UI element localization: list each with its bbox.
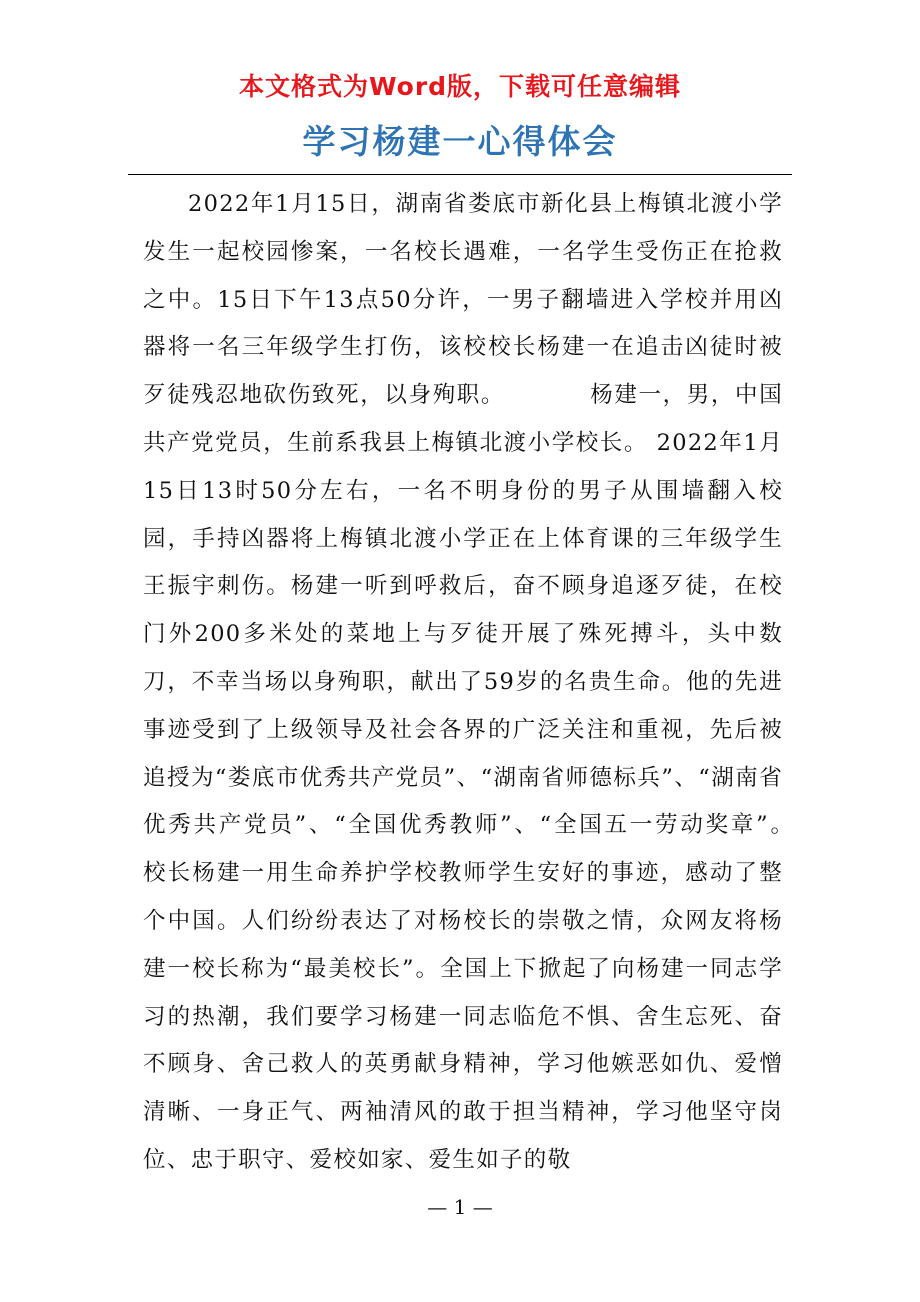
body-paragraph: 2022年1月15日，湖南省娄底市新化县上梅镇北渡小学发生一起校园惨案，一名校长遇难，一名学生受伤正在抢救之中。15日下午13点50分许，一男子翻墙进入学校并用凶器将一名三年级学生打伤，该校校长杨建一在追击凶徒时被歹徒残忍地砍伤致死，以身殉职。 杨建一，男，中国共产党党员，生前系我县上梅镇北渡小学校长。 2022年1月15日13时50分左右，一名不明身份的男子从围墙翻入校园，手持凶器将上梅镇北渡小学正在上体育课的三年级学生王振宇刺伤。杨建一听到呼救后，奋不顾身追逐歹徒，在校门外200多米处的菜地上与歹徒开展了殊死搏斗，头中数刀，不幸当场以身殉职，献出了59岁的名贵生命。他的先进事迹受到了上级领导及社会各界的广泛关注和重视，先后被追授为“娄底市优秀共产党员”、“湖南省师德标兵”、“湖南省优秀共产党员”、“全国优秀教师”、“全国五一劳动奖章”。 校长杨建一用生命养护学校教师学生安好的事迹，感动了整个中国。人们纷纷表达了对杨校长的崇敬之情，众网友将杨建一校长称为“最美校长”。全国上下掀起了向杨建一同志学习的热潮，我们要学习杨建一同志临危不惧、舍生忘死、奋不顾身、舍己救人的英勇献身精神，学习他嫉恶如仇、爱憎清晰、一身正气、两袖清风的敢于担当精神，学习他坚守岗位、忠于职守、爱校如家、爱生如子的敬 xyxy=(143,191,879,1173)
format-banner: 本文格式为Word版，下载可任意编辑 xyxy=(238,72,682,101)
page-number: — 1 — xyxy=(427,1195,493,1219)
title-divider xyxy=(128,174,792,175)
document-title: 学习杨建一心得体会 xyxy=(302,122,618,161)
